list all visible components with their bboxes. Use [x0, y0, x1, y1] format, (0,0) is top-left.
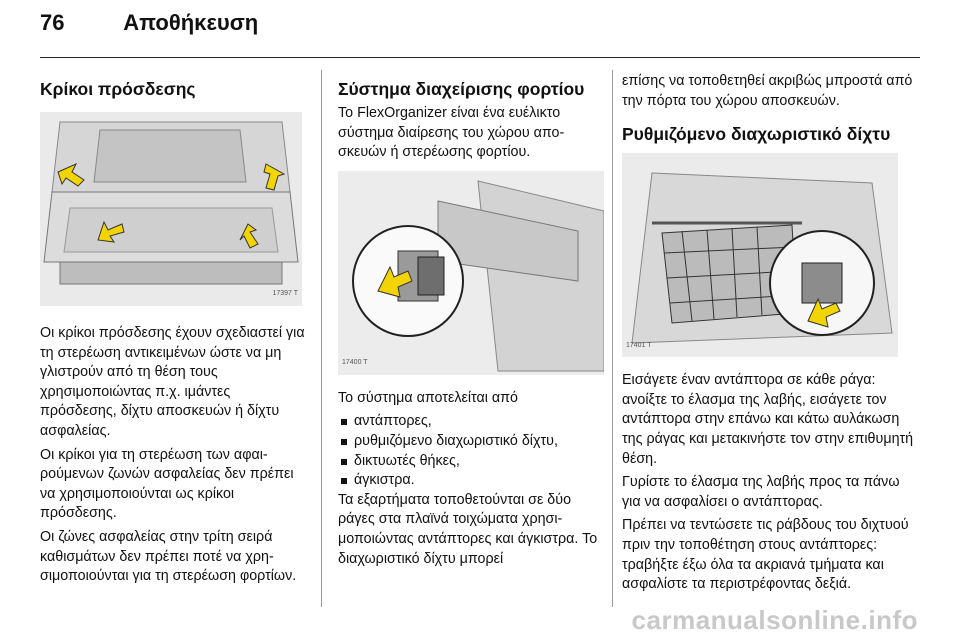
- list-item: άγκιστρα.: [338, 471, 606, 491]
- column-3: [622, 72, 922, 599]
- figure-code: 17400 T: [342, 359, 368, 367]
- section-title: Αποθήκευση: [123, 10, 259, 35]
- adapter-illustration: [338, 171, 604, 375]
- net-heading: Ρυθμιζόμενο διαχωριστικό δίχτυ: [622, 124, 891, 145]
- column-divider: [612, 70, 613, 607]
- paragraph: Πρέπει να τεντώσετε τις ράβδους του διχτυού πριν την τοποθέτηση στους αντάπτορες: τραβήξτε έξω όλα τα ακριανά τμήματα και ασφαλίστε τα περιστρέφοντας δεξιά.: [622, 517, 909, 593]
- cargo-system-heading: Σύστημα διαχείρισης φορτίου: [338, 79, 585, 99]
- net-illustration: [622, 153, 898, 357]
- page-header: [40, 10, 258, 36]
- component-list: [338, 412, 606, 490]
- header-rule: [40, 57, 920, 58]
- net-figure: [622, 153, 898, 357]
- page-number: 76: [40, 10, 65, 35]
- figure-code: 17401 T: [626, 341, 652, 349]
- paragraph: Οι κρίκοι για τη στερέωση των αφαιρούμενων ζωνών ασφαλείας δεν πρέπει να χρησιμοποιούνται ως κρίκοι πρόσδεσης.: [40, 446, 294, 522]
- list-item: δικτυωτές θήκες,: [338, 452, 606, 472]
- paragraph: Το FlexOrganizer είναι ένα ευέλικτο σύστημα διαίρεσης του χώρου αποσκευών ή στερέωσης φορτίου.: [338, 105, 565, 161]
- watermark: carmanualsonline.info: [631, 605, 918, 635]
- column-2: [338, 70, 606, 573]
- list-item: αντάπτορες,: [338, 412, 606, 432]
- paragraph: Το σύστημα αποτελείται από: [338, 389, 518, 406]
- paragraph: Οι κρίκοι πρόσδεσης έχουν σχεδιαστεί για τη στερέωση αντικειμένων ώστε να μη γλιστρούν από τη θέση τους χρησιμοποιώντας π.χ. ιμάντες πρόσδεσης, δίχτυ αποσκευών ή δίχτυ ασφαλείας.: [40, 325, 305, 439]
- column-divider: [321, 70, 322, 607]
- paragraph: επίσης να τοποθετηθεί ακριβώς μπροστά από την πόρτα του χώρου αποσκευών.: [622, 73, 913, 109]
- paragraph: Τα εξαρτήματα τοποθετούνται σε δύο ράγες στα πλαϊνά τοιχώματα χρησιμοποιώντας αντάπτορες και άγκιστρα. Το διαχωριστικό δίχτυ μπορεί: [338, 491, 598, 567]
- paragraph: Εισάγετε έναν αντάπτορα σε κάθε ράγα: ανοίξτε το έλασμα της λαβής, εισάγετε τον αντάπτορα στην επάνω και κάτω αυλάκωση της ράγας και μετακινήστε τον στην επιθυμητή θέση.: [622, 372, 914, 467]
- column-1: [40, 70, 308, 591]
- figure-code: 17397 T: [272, 290, 298, 298]
- tie-down-heading: Κρίκοι πρόσδεσης: [40, 79, 196, 99]
- cargo-floor-illustration: [40, 112, 302, 306]
- tie-down-figure: [40, 112, 302, 306]
- list-item: ρυθμιζόμενο διαχωριστικό δίχτυ,: [338, 432, 606, 452]
- cargo-system-figure: [338, 171, 604, 375]
- paragraph: Γυρίστε το έλασμα της λαβής προς τα πάνω για να ασφαλίσει ο αντάπτορας.: [622, 474, 900, 510]
- paragraph: Οι ζώνες ασφαλείας στην τρίτη σειρά καθισμάτων δεν πρέπει ποτέ να χρησιμοποιούνται για τη στερέωση φορτίων.: [40, 528, 297, 585]
